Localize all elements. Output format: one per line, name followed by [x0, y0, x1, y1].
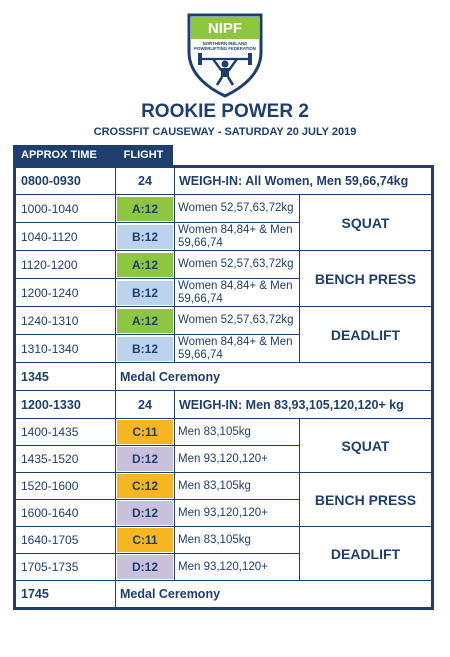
flight-cell: [116, 500, 175, 527]
time-cell: 1200-1240: [15, 279, 116, 307]
flight-badge: B:12: [117, 225, 173, 249]
time-cell: 1435-1520: [15, 446, 116, 473]
flight-cell: [116, 527, 175, 554]
group-cell: Men 93,120,120+: [175, 554, 300, 581]
time-cell: 1040-1120: [15, 223, 116, 251]
header-flight: FLIGHT: [114, 145, 173, 165]
flight-badge: D:12: [117, 555, 173, 579]
time-cell: 1520-1600: [15, 473, 116, 500]
group-cell: Women 52,57,63,72kg: [175, 195, 300, 223]
flight-badge: B:12: [117, 337, 173, 361]
flight-badge: C:11: [117, 420, 173, 444]
table-row: [15, 195, 433, 223]
time-cell: 1745: [15, 581, 116, 609]
flight-badge: B:12: [117, 281, 173, 305]
table-row: [15, 581, 433, 609]
flight-badge: C:11: [117, 528, 173, 552]
nipf-logo: [186, 12, 264, 98]
time-cell: 1400-1435: [15, 419, 116, 446]
time-cell: 1600-1640: [15, 500, 116, 527]
group-cell: Men 93,120,120+: [175, 446, 300, 473]
flight-badge: A:12: [117, 309, 173, 333]
table-row: [15, 473, 433, 500]
flight-cell: [116, 335, 175, 363]
group-cell: Women 84,84+ & Men 59,66,74: [175, 223, 300, 251]
flight-cell: [116, 279, 175, 307]
table-row: [15, 419, 433, 446]
flight-badge: C:12: [117, 474, 173, 498]
weighin-label: WEIGH-IN: Men 83,93,105,120,120+ kg: [175, 391, 433, 419]
time-cell: 1240-1310: [15, 307, 116, 335]
group-cell: Men 83,105kg: [175, 527, 300, 554]
logo-line1: NORTHERN IRELAND: [202, 41, 248, 46]
flight-cell: 24: [116, 391, 175, 419]
group-cell: Men 83,105kg: [175, 473, 300, 500]
flight-cell: 24: [116, 167, 175, 195]
page-title: ROOKIE POWER 2: [141, 101, 309, 122]
flight-cell: [116, 307, 175, 335]
time-cell: 1345: [15, 363, 116, 391]
flight-cell: [116, 251, 175, 279]
table-row: [15, 307, 433, 335]
time-cell: 1120-1200: [15, 251, 116, 279]
event-cell: BENCH PRESS: [300, 473, 433, 527]
logo-acronym: NIPF: [207, 20, 243, 37]
table-row: [15, 391, 433, 419]
flight-cell: [116, 446, 175, 473]
time-cell: 1200-1330: [15, 391, 116, 419]
table-row: [15, 363, 433, 391]
table-row: [15, 527, 433, 554]
group-cell: Women 84,84+ & Men 59,66,74: [175, 335, 300, 363]
medal-label: Medal Ceremony: [116, 363, 433, 391]
flight-cell: [116, 473, 175, 500]
event-cell: SQUAT: [300, 419, 433, 473]
table-header: [13, 145, 431, 165]
group-cell: Men 83,105kg: [175, 419, 300, 446]
flight-badge: D:12: [117, 447, 173, 471]
flight-badge: A:12: [117, 197, 173, 221]
group-cell: Women 52,57,63,72kg: [175, 251, 300, 279]
event-cell: SQUAT: [300, 195, 433, 251]
schedule-table: [13, 145, 431, 610]
group-cell: Men 93,120,120+: [175, 500, 300, 527]
table-row: [15, 167, 433, 195]
medal-label: Medal Ceremony: [116, 581, 433, 609]
time-cell: 0800-0930: [15, 167, 116, 195]
time-cell: 1705-1735: [15, 554, 116, 581]
logo-line2: POWERLIFTING FEDERATION: [194, 46, 256, 51]
event-cell: DEADLIFT: [300, 307, 433, 363]
flight-badge: D:12: [117, 501, 173, 525]
page-subtitle: CROSSFIT CAUSEWAY - SATURDAY 20 JULY 2019: [93, 126, 357, 138]
event-cell: DEADLIFT: [300, 527, 433, 581]
time-cell: 1000-1040: [15, 195, 116, 223]
time-cell: 1640-1705: [15, 527, 116, 554]
flight-cell: [116, 223, 175, 251]
flight-cell: [116, 419, 175, 446]
time-cell: 1310-1340: [15, 335, 116, 363]
flight-cell: [116, 554, 175, 581]
table-row: [15, 251, 433, 279]
weighin-label: WEIGH-IN: All Women, Men 59,66,74kg: [175, 167, 433, 195]
flight-cell: [116, 195, 175, 223]
event-cell: BENCH PRESS: [300, 251, 433, 307]
group-cell: Women 84,84+ & Men 59,66,74: [175, 279, 300, 307]
flight-badge: A:12: [117, 253, 173, 277]
header-time: APPROX TIME: [13, 145, 114, 165]
group-cell: Women 52,57,63,72kg: [175, 307, 300, 335]
